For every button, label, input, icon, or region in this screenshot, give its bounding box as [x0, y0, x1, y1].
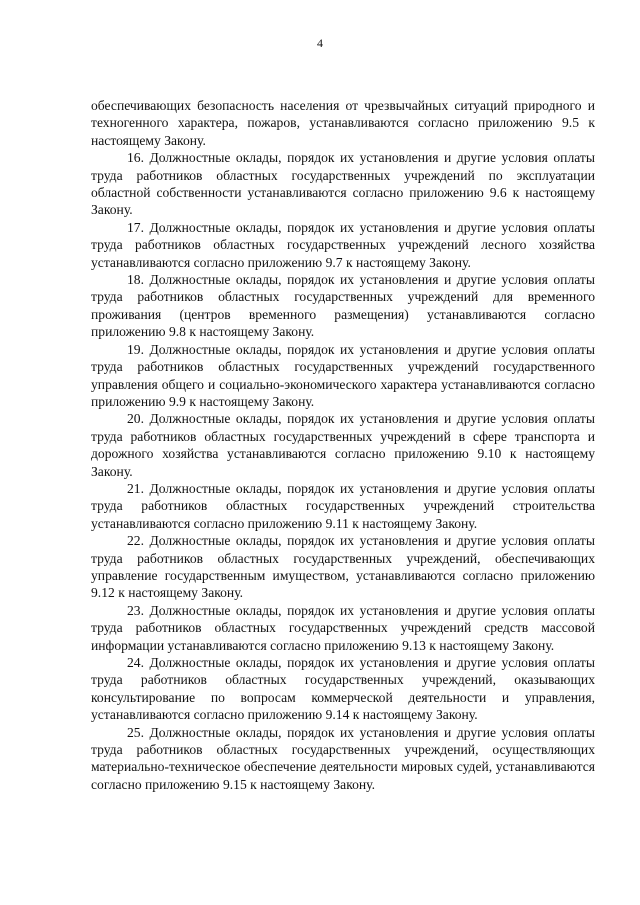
page-number: 4 — [317, 36, 323, 50]
paragraph-16: 16. Должностные оклады, порядок их установления и другие условия оплаты труда работников областных государственных учреждений по эксплуатации областной собственности устанавливаются согласно приложению 9.6 к настоящему Закону. — [91, 150, 595, 218]
paragraph-17: 17. Должностные оклады, порядок их установления и другие условия оплаты труда работников областных государственных учреждений лесного хозяйства устанавливаются согласно приложению 9.7 к настоящему Закону. — [91, 219, 595, 270]
paragraph-20: 20. Должностные оклады, порядок их установления и другие условия оплаты труда работников областных государственных учреждений в сфере транспорта и дорожного хозяйства устанавливаются согласно приложению 9.10 к настоящему Закону. — [91, 411, 595, 479]
paragraph-21: 21. Должностные оклады, порядок их установления и другие условия оплаты труда работников областных государственных учреждений строительства устанавливаются согласно приложению 9.11 к настоящему Закону. — [91, 480, 595, 531]
paragraph-25: 25. Должностные оклады, порядок их установления и другие условия оплаты труда работников областных государственных учреждений, осуществляющих материально-техническое обеспечение деятельности мировых судей, устанавливаются согласно приложению 9.15 к настоящему Закону. — [91, 724, 595, 792]
document-body — [91, 97, 595, 793]
paragraph-22: 22. Должностные оклады, порядок их установления и другие условия оплаты труда работников областных государственных учреждений, обеспечивающих управление государственным имуществом, устанавливаются согласно приложению 9.12 к настоящему Закону. — [91, 533, 595, 601]
paragraph-continuation: обеспечивающих безопасность населения от чрезвычайных ситуаций природного и техногенного характера, пожаров, устанавливаются согласно приложению 9.5 к настоящему Закону. — [91, 98, 595, 148]
paragraph-18: 18. Должностные оклады, порядок их установления и другие условия оплаты труда работников областных государственных учреждений для временного проживания (центров временного размещения) устанавливаются согласно приложению 9.8 к настоящему Закону. — [91, 272, 595, 340]
paragraph-24: 24. Должностные оклады, порядок их установления и другие условия оплаты труда работников областных государственных учреждений, оказывающих консультирование по вопросам коммерческой деятельности и управления, устанавливаются согласно приложению 9.14 к настоящему Закону. — [91, 655, 595, 723]
paragraph-23: 23. Должностные оклады, порядок их установления и другие условия оплаты труда работников областных государственных учреждений средств массовой информации устанавливаются согласно приложению 9.13 к настоящему Закону. — [91, 602, 595, 653]
paragraph-19: 19. Должностные оклады, порядок их установления и другие условия оплаты труда работников областных государственных учреждений государственного управления общего и социально-экономического характера устанавливаются согласно приложению 9.9 к настоящему Закону. — [91, 341, 595, 409]
